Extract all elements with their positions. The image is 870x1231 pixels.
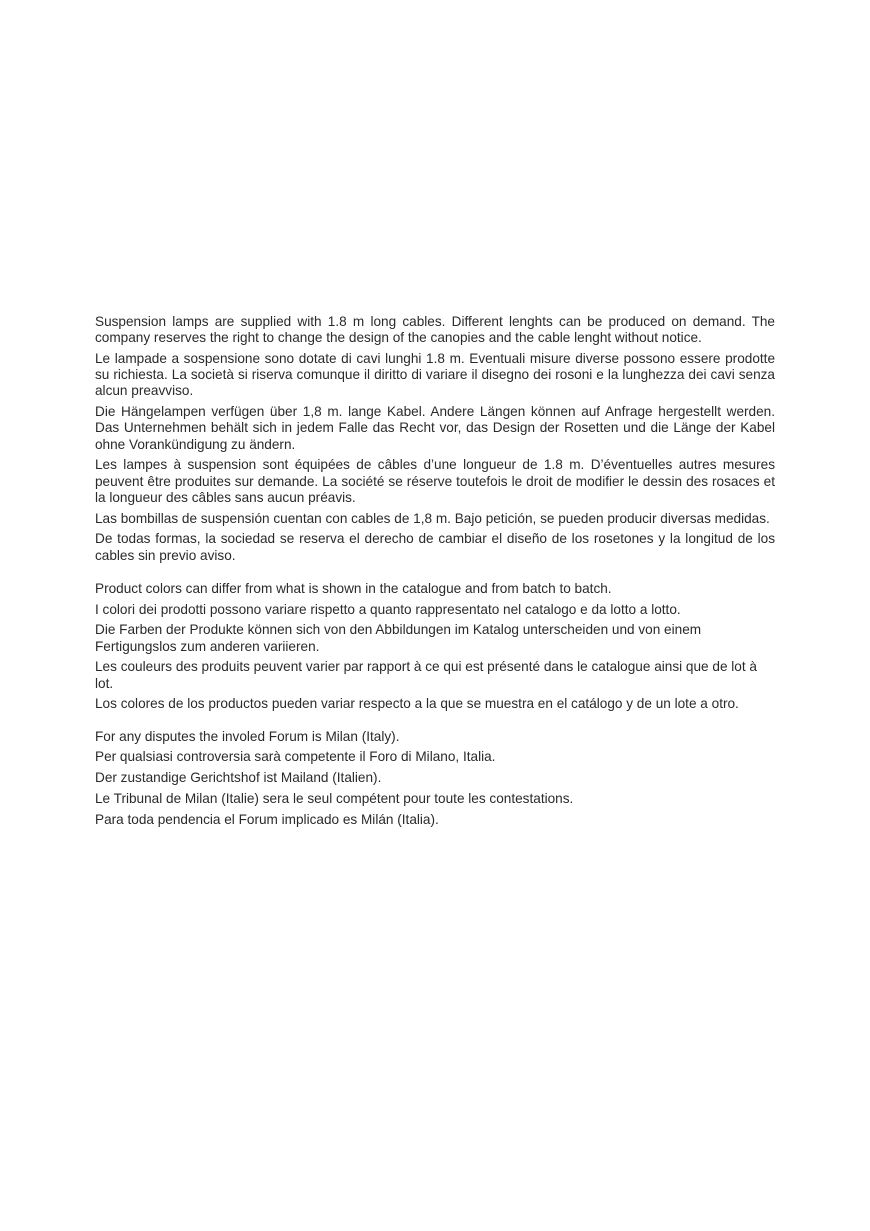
colors-notice-fr: Les couleurs des produits peuvent varier par rapport à ce qui est présenté dans le catalogue ainsi que de lot à lot. <box>95 659 757 691</box>
cables-notice-es-2: De todas formas, la sociedad se reserva el derecho de cambiar el diseño de los rosetones y la longitud de los cables sin previo aviso. <box>95 531 775 563</box>
cables-notice-de: Die Hängelampen verfügen über 1,8 m. lange Kabel. Andere Längen können auf Anfrage hergestellt werden. Das Unternehmen behält sich in jedem Falle das Recht vor, das Design der Rosetten und die Länge der Kabel ohne Vorankündigung zu ändern. <box>95 404 775 452</box>
jurisdiction-notice-section <box>95 729 775 828</box>
cables-notice-fr: Les lampes à suspension sont équipées de câbles d’une longueur de 1.8 m. D’éventuelles autres mesures peuvent être produites sur demande. La société se réserve toutefois le droit de modifier le dessin des rosaces et la longueur des câbles sans aucun préavis. <box>95 457 775 505</box>
cables-notice-section <box>95 314 775 564</box>
colors-notice-en: Product colors can differ from what is shown in the catalogue and from batch to batch. <box>95 580 612 596</box>
cables-notice-es-1: Las bombillas de suspensión cuentan con cables de 1,8 m. Bajo petición, se pueden producir diversas medidas. <box>95 510 770 526</box>
legal-notes <box>95 314 775 833</box>
colors-notice-es: Los colores de los productos pueden variar respecto a la que se muestra en el catálogo y de un lote a otro. <box>95 696 739 712</box>
jurisdiction-notice-de: Der zustandige Gerichtshof ist Mailand (Italien). <box>95 770 382 786</box>
colors-notice-de: Die Farben der Produkte können sich von den Abbildungen im Katalog unterscheiden und von einem Fertigungslos zum anderen variieren. <box>95 622 702 654</box>
jurisdiction-notice-it: Per qualsiasi controversia sarà competente il Foro di Milano, Italia. <box>95 749 496 765</box>
jurisdiction-notice-en: For any disputes the involed Forum is Milan (Italy). <box>95 728 400 744</box>
jurisdiction-notice-es: Para toda pendencia el Forum implicado es Milán (Italia). <box>95 811 439 827</box>
cables-notice-en: Suspension lamps are supplied with 1.8 m long cables. Different lenghts can be produced on demand. The company reserves the right to change the design of the canopies and the cable lenght without notice. <box>95 314 775 346</box>
cables-notice-it: Le lampade a sospensione sono dotate di cavi lunghi 1.8 m. Eventuali misure diverse possono essere prodotte su richiesta. La società si riserva comunque il diritto di variare il disegno dei rosoni e la lunghezza dei cavi senza alcun preavviso. <box>95 351 775 399</box>
colors-notice-it: I colori dei prodotti possono variare rispetto a quanto rappresentato nel catalogo e da lotto a lotto. <box>95 601 681 617</box>
jurisdiction-notice-fr: Le Tribunal de Milan (Italie) sera le seul compétent pour toute les contestations. <box>95 791 574 806</box>
colors-notice-section <box>95 581 775 713</box>
